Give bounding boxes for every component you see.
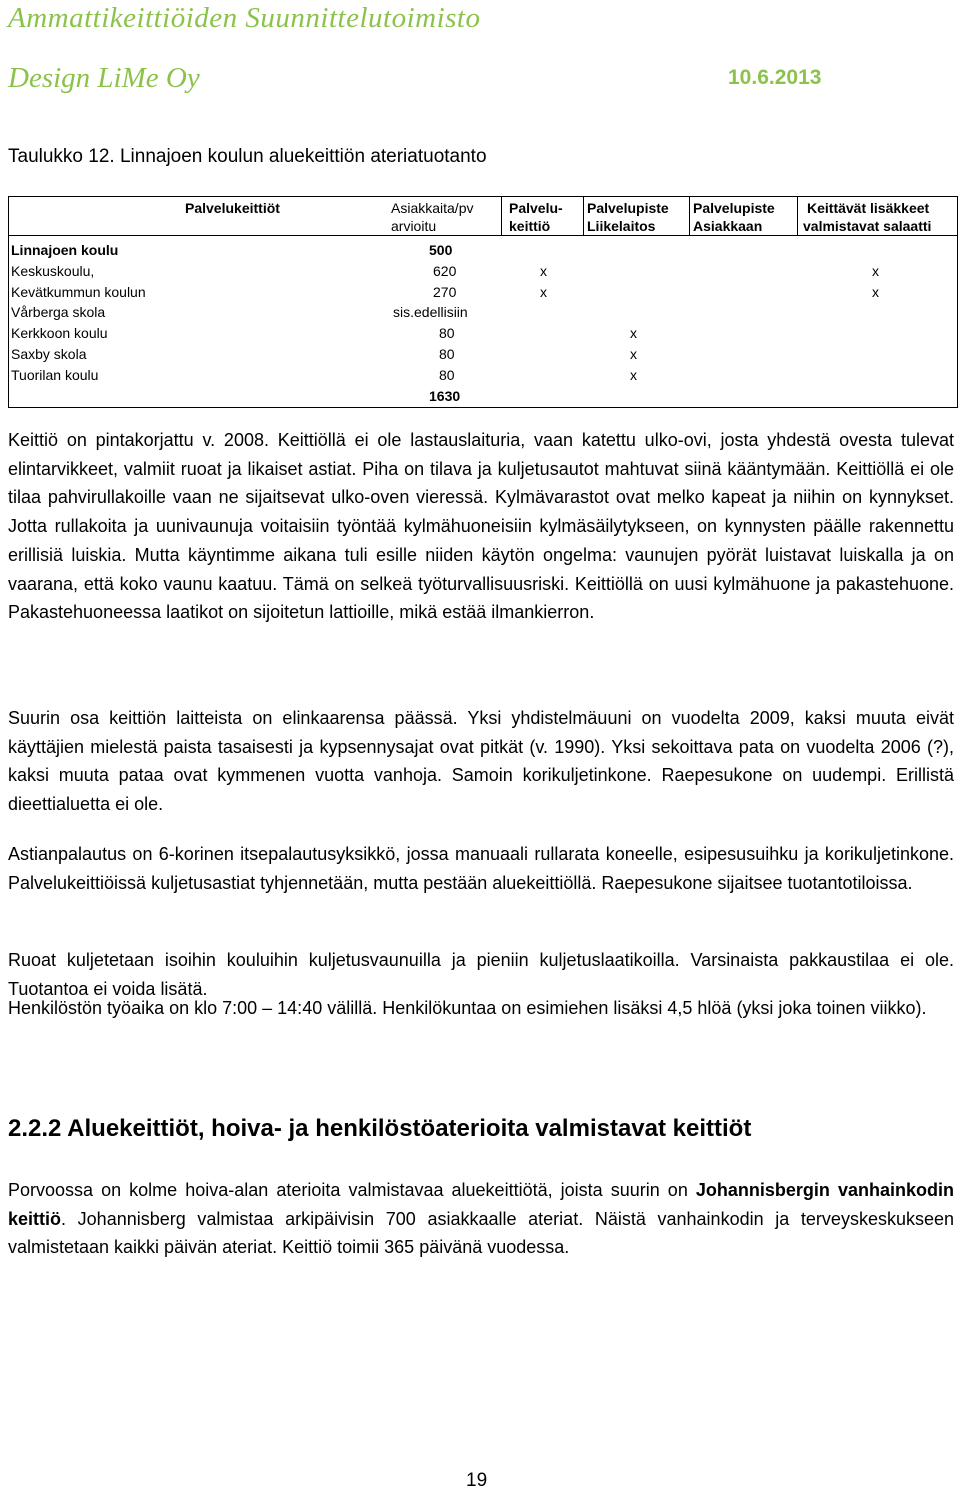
col-divider — [583, 197, 584, 235]
header-palvelupiste-liikelaitos: Palvelupiste — [587, 200, 669, 216]
row-count: 80 — [439, 325, 455, 341]
row-name: Vårberga skola — [11, 304, 106, 320]
row-mark: x — [630, 325, 637, 341]
paragraph-text: Porvoossa on kolme hoiva-alan aterioita valmistavaa aluekeittiötä, joista suurin on — [8, 1180, 688, 1200]
row-name: Keskuskoulu, — [11, 263, 95, 279]
row-name: Kevätkummun koulun — [11, 284, 146, 300]
paragraph-equipment: Suurin osa keittiön laitteista on elinkaarensa päässä. Yksi yhdistelmäuuni on vuodelta 2009, kaksi muuta eivät käyttäjien mielestä paista tasaisesti ja kypsennysajat ovat pitkät (v. 1990). Yksi sekoittava pata on vuodelta 2006 (?), kaksi muuta pataa ovat kymmenen vuotta vanhoja. Samoin korikuljetinkone. Raepesukone on uudempi. Erillistä dieettialuetta ei ole. — [8, 708, 954, 815]
header-palvelukeittio: Palvelu- — [509, 200, 563, 216]
row-mark: x — [540, 263, 547, 279]
paragraph-staff: Henkilöstön työaika on klo 7:00 – 14:40 välillä. Henkilökuntaa on esimiehen lisäksi 4,5 hlöä (yksi joka toinen viikko). — [8, 998, 927, 1018]
header-asiakkaita: Asiakkaita/pv — [391, 200, 474, 216]
row-name: Saxby skola — [11, 346, 87, 362]
col-divider — [501, 197, 502, 235]
row-mark: x — [540, 284, 547, 300]
header-divider — [9, 235, 957, 236]
row-count: 270 — [433, 284, 457, 300]
row-name: Tuorilan koulu — [11, 367, 99, 383]
row-name: Kerkkoon koulu — [11, 325, 108, 341]
col-divider — [797, 197, 798, 235]
paragraph-care-kitchens — [8, 1176, 954, 1262]
paragraph-text: . Johannisberg valmistaa arkipäivisin 700 asiakkaalle ateriat. Näistä vanhainkodin ja terveyskeskukseen valmistetaan kaikki päivän ateriat. Keittiö toimii 365 päivänä vuodessa. — [8, 1208, 954, 1258]
row-mark: x — [630, 367, 637, 383]
row-count: sis.edellisiin — [393, 304, 468, 320]
header-date: 10.6.2013 — [728, 66, 822, 89]
johannisberg-name: Johannisbergin vanhainkodin keittiö — [8, 1180, 954, 1229]
header-salaatti: valmistavat salaatti — [803, 218, 932, 234]
row-mark: x — [872, 284, 879, 300]
row-name: Linnajoen koulu — [11, 242, 119, 258]
header-office-title: Ammattikeittiöiden Suunnittelutoimisto — [8, 2, 481, 34]
header-asiakkaan: Asiakkaan — [693, 218, 763, 234]
paragraph-kitchen-facilities: Keittiö on pintakorjattu v. 2008. Keittiöllä ei ole lastauslaituria, vaan katettu ulko-ovi, josta yhdestä ovesta tulevat elintarvikkeet, valmiit ruoat ja likaiset astiat. Piha on tilava ja kuljetusautot mahtuvat siinä kääntymään. Keittiöllä ei ole tilaa pahvirullakoille vaan ne sijaitsevat ulko-oven vieressä. Kylmävarastot ovat melko kapeat ja niihin on kynnykset. Jotta rullakoita ja uunivaunuja voitaisiin työntää kylmähuoneisiin kylmäsäilytykseen, on kynnysten päälle rakennettu erillisiä luiskia. Mutta käyntimme aikana tuli esille niiden käytön ongelma: vaunujen pyörät luistavat luiskalla ja on vaarana, että koko vaunu kaatuu. Tämä on selkeä työturvallisuusriski. Keittiöllä on uusi kylmähuone ja pakastehuone. Pakastehuoneessa laatikot on sijoitetun lattioille, mikä estää ilmankierron. — [8, 430, 954, 623]
row-mark: x — [630, 346, 637, 362]
kitchen-production-table — [8, 196, 958, 408]
header-palvelukeittiot: Palvelukeittiöt — [185, 200, 280, 216]
row-count: 500 — [429, 242, 453, 258]
header-palvelupiste-asiakkaan: Palvelupiste — [693, 200, 775, 216]
row-mark: x — [872, 263, 879, 279]
paragraph-transport: Ruoat kuljetetaan isoihin kouluihin kuljetusvaunuilla ja pieniin kuljetuslaatikoilla. Varsinaista pakkaustilaa ei ole. Tuotantoa ei voida lisätä. — [8, 950, 954, 999]
header-liikelaitos: Liikelaitos — [587, 218, 656, 234]
header-palvelukeittio-2: keittiö — [509, 218, 551, 234]
paragraph-dish-return: Astianpalautus on 6-korinen itsepalautusyksikkö, jossa manuaali rullarata koneelle, esipesusuihku ja korikuljetinkone. Palvelukeittiöissä kuljetusastiat tyhjennetään, mutta pestään aluekeittiöllä. Raepesukone sijaitsee tuotantotiloissa. — [8, 844, 954, 893]
row-count: 620 — [433, 263, 457, 279]
col-divider — [689, 197, 690, 235]
header-arvioitu: arvioitu — [391, 218, 437, 234]
header-company-name: Design LiMe Oy — [8, 62, 200, 94]
section-heading: 2.2.2 Aluekeittiöt, hoiva- ja henkilöstöaterioita valmistavat keittiöt — [8, 1115, 752, 1142]
total-count: 1630 — [429, 388, 461, 404]
row-count: 80 — [439, 346, 455, 362]
table-caption: Taulukko 12. Linnajoen koulun aluekeittiön ateriatuotanto — [8, 146, 487, 167]
row-count: 80 — [439, 367, 455, 383]
header-keittavat: Keittävät lisäkkeet — [807, 200, 930, 216]
page-number: 19 — [466, 1470, 488, 1491]
